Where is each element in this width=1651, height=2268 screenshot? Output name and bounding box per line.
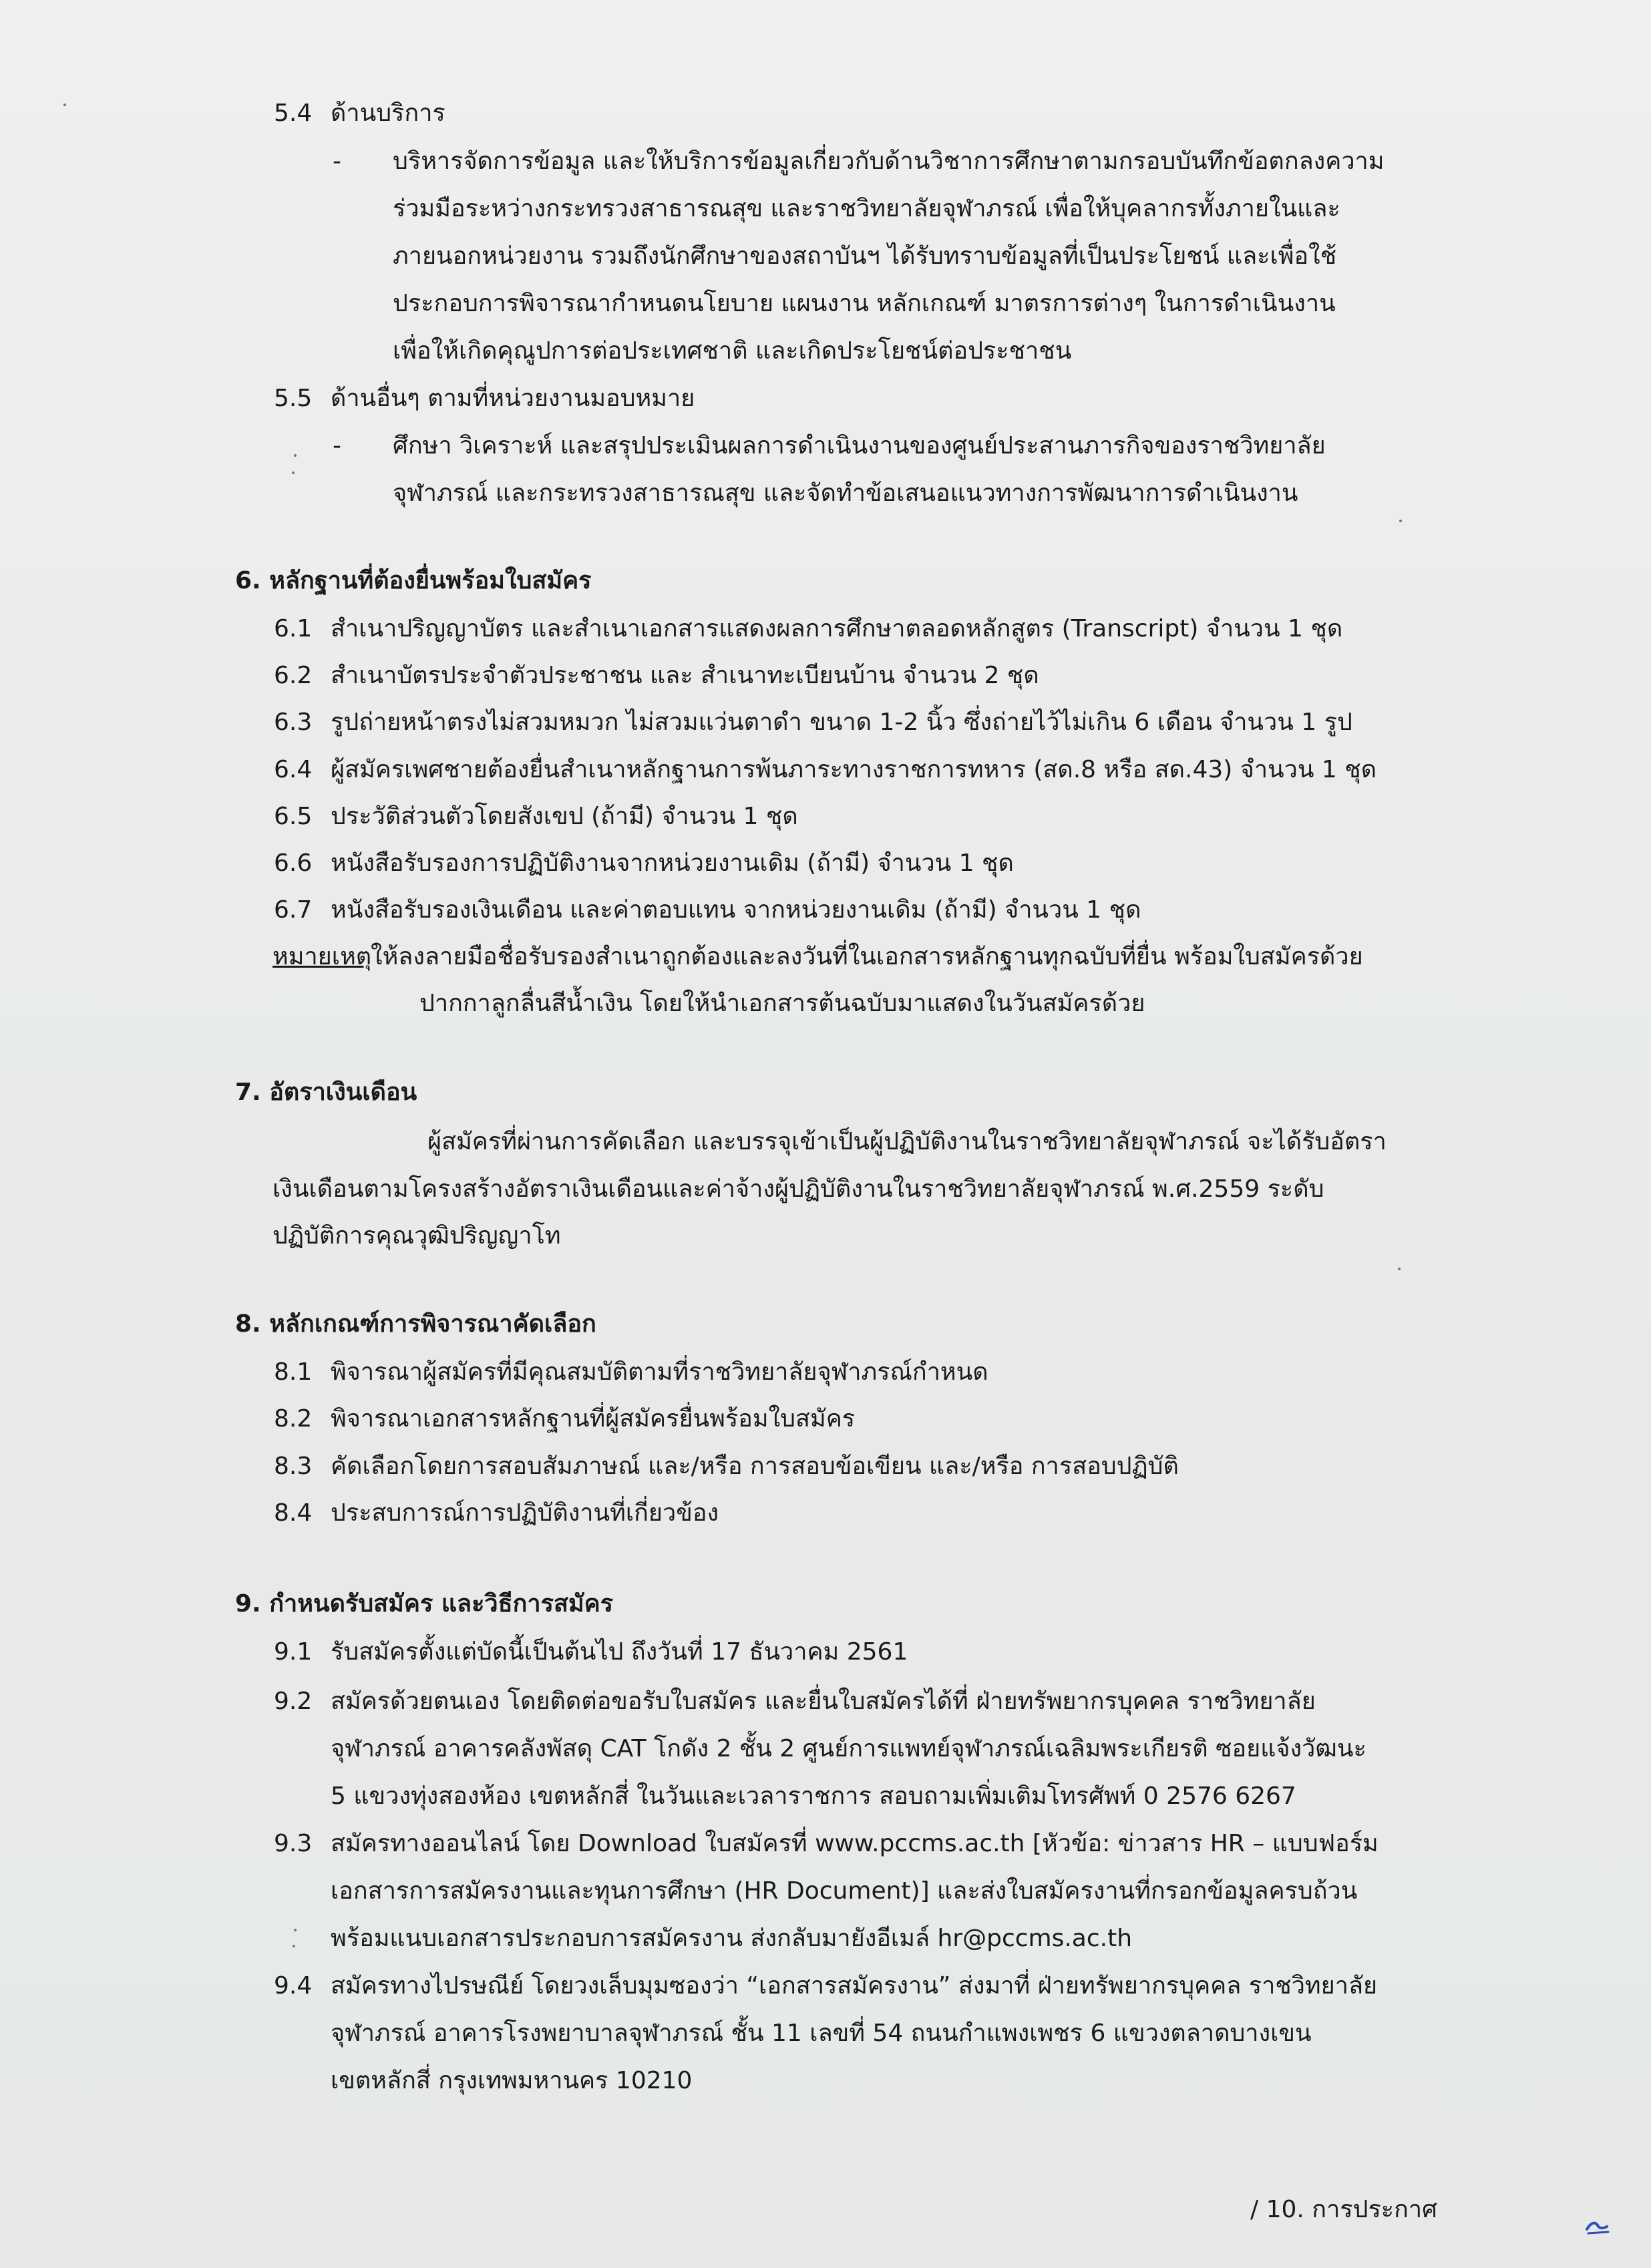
section-5-4-text-line: ร่วมมือระหว่างกระทรวงสาธารณสุข และราชวิทยาลัยจุฬาภรณ์ เพื่อให้บุคลากรทั้งภายในและ [393,195,1340,222]
section-9-item-text-line: เขตหลักสี่ กรุงเทพมหานคร 10210 [331,2067,693,2094]
section-9-item-text-line: 5 แขวงทุ่งสองห้อง เขตหลักสี่ ในวันและเวลาราชการ สอบถามเพิ่มเติมโทรศัพท์ 0 2576 6267 [331,1782,1296,1810]
note-text-line: ปากกาลูกลื่นสีน้ำเงิน โดยให้นำเอกสารต้นฉบับมาแสดงในวันสมัครด้วย [419,990,1145,1017]
section-7-text-line: เงินเดือนตามโครงสร้างอัตราเงินเดือนและค่าจ้างผู้ปฏิบัติงานในราชวิทยาลัยจุฬาภรณ์ พ.ศ.2559 ระดับ [272,1175,1324,1203]
section-9-item-text-line: สมัครทางออนไลน์ โดย Download ใบสมัครที่ www.pccms.ac.th [หัวข้อ: ข่าวสาร HR – แบบฟอร์ม [331,1830,1379,1857]
section-6-item-number: 6.2 [274,662,313,689]
scan-speck [293,1945,295,1947]
section-8-item-number: 8.3 [274,1453,313,1480]
section-5-4-text-line: บริหารจัดการข้อมูล และให้บริการข้อมูลเกี่ยวกับด้านวิชาการศึกษาตามกรอบบันทึกข้อตกลงความ [393,148,1385,175]
section-6-item-number: 6.7 [274,896,313,924]
section-8-title: 8. หลักเกณฑ์การพิจารณาคัดเลือก [235,1310,596,1338]
scan-speck [292,471,295,474]
section-9-item-number: 9.4 [274,1972,313,2000]
section-8-item-number: 8.2 [274,1405,313,1433]
section-5-5-bullet: - [333,432,341,459]
section-9-item-number: 9.2 [274,1688,313,1715]
section-8-item-number: 8.4 [274,1499,313,1527]
section-9-item-text-line: พร้อมแนบเอกสารประกอบการสมัครงาน ส่งกลับมายังอีเมล์ hr@pccms.ac.th [331,1925,1133,1952]
section-5-5-number: 5.5 [274,385,313,412]
section-6-item-number: 6.1 [274,615,313,642]
section-5-4-text-line: เพื่อให้เกิดคุณูปการต่อประเทศชาติ และเกิดประโยชน์ต่อประชาชน [393,337,1072,365]
section-9-title: 9. กำหนดรับสมัคร และวิธีการสมัคร [235,1590,614,1618]
section-9-item-number: 9.3 [274,1830,313,1857]
scan-speck [1398,1268,1401,1270]
section-8-item-text: ประสบการณ์การปฏิบัติงานที่เกี่ยวข้อง [331,1499,719,1527]
section-8-item-text: พิจารณาผู้สมัครที่มีคุณสมบัติตามที่ราชวิทยาลัยจุฬาภรณ์กำหนด [331,1358,988,1386]
section-6-title: 6. หลักฐานที่ต้องยื่นพร้อมใบสมัคร [235,567,592,594]
section-6-item-text: หนังสือรับรองการปฏิบัติงานจากหน่วยงานเดิม (ถ้ามี) จำนวน 1 ชุด [331,849,1014,877]
section-9-item-text-line: จุฬาภรณ์ อาคารโรงพยาบาลจุฬาภรณ์ ชั้น 11 เลขที่ 54 ถนนกำแพงเพชร 6 แขวงตลาดบางเขน [331,2020,1312,2047]
scan-speck [1399,520,1402,522]
scan-speck [294,1929,297,1931]
section-9-item-number: 9.1 [274,1638,313,1666]
section-8-item-text: พิจารณาเอกสารหลักฐานที่ผู้สมัครยื่นพร้อมใบสมัคร [331,1405,856,1433]
section-6-item-text: รูปถ่ายหน้าตรงไม่สวมหมวก ไม่สวมแว่นตาดำ ขนาด 1-2 นิ้ว ซึ่งถ่ายไว้ไม่เกิน 6 เดือน จำนวน 1 รูป [331,709,1352,736]
next-page-reference: / 10. การประกาศ [1250,2196,1438,2223]
section-9-item-text-line: จุฬาภรณ์ อาคารคลังพัสดุ CAT โกดัง 2 ชั้น 2 ศูนย์การแพทย์จุฬาภรณ์เฉลิมพระเกียรติ ซอยแจ้งวัฒนะ [331,1735,1366,1762]
section-5-5-heading: ด้านอื่นๆ ตามที่หน่วยงานมอบหมาย [331,385,695,412]
section-9-item-text-line: เอกสารการสมัครงานและทุนการศึกษา (HR Document)] และส่งใบสมัครงานที่กรอกข้อมูลครบถ้วน [331,1877,1358,1905]
section-5-5-text-line: จุฬาภรณ์ และกระทรวงสาธารณสุข และจัดทำข้อเสนอแนวทางการพัฒนาการดำเนินงาน [393,480,1298,507]
section-7-text-line: ผู้สมัครที่ผ่านการคัดเลือก และบรรจุเข้าเป็นผู้ปฏิบัติงานในราชวิทยาลัยจุฬาภรณ์ จะได้รับอัตรา [427,1128,1387,1155]
section-5-4-heading: ด้านบริการ [331,100,445,127]
section-7-text-line: ปฏิบัติการคุณวุฒิปริญญาโท [272,1222,561,1250]
section-9-item-text-line: สมัครทางไปรษณีย์ โดยวงเล็บมุมซองว่า “เอกสารสมัครงาน” ส่งมาที่ ฝ่ายทรัพยากรบุคคล ราชวิทยาลัย [331,1972,1378,2000]
section-8-item-text: คัดเลือกโดยการสอบสัมภาษณ์ และ/หรือ การสอบข้อเขียน และ/หรือ การสอบปฏิบัติ [331,1453,1179,1480]
section-6-item-number: 6.3 [274,709,313,736]
section-5-4-text-line: ภายนอกหน่วยงาน รวมถึงนักศึกษาของสถาบันฯ ได้รับทราบข้อมูลที่เป็นประโยชน์ และเพื่อใช้ [393,242,1337,270]
section-6-item-text: สำเนาบัตรประจำตัวประชาชน และ สำเนาทะเบียนบ้าน จำนวน 2 ชุด [331,662,1039,689]
handwritten-mark [1584,2216,1611,2236]
scan-speck [294,454,297,457]
scan-speck [63,104,66,106]
section-6-item-number: 6.4 [274,756,313,783]
section-5-4-bullet: - [333,148,341,175]
section-6-item-text: หนังสือรับรองเงินเดือน และค่าตอบแทน จากหน่วยงานเดิม (ถ้ามี) จำนวน 1 ชุด [331,896,1141,924]
section-7-title: 7. อัตราเงินเดือน [235,1079,417,1106]
section-6-item-number: 6.6 [274,849,313,877]
section-6-item-number: 6.5 [274,803,313,830]
section-8-item-number: 8.1 [274,1358,313,1386]
section-5-4-text-line: ประกอบการพิจารณากำหนดนโยบาย แผนงาน หลักเกณฑ์ มาตรการต่างๆ ในการดำเนินงาน [393,290,1336,317]
section-6-item-text: ผู้สมัครเพศชายต้องยื่นสำเนาหลักฐานการพ้นภาระทางราชการทหาร (สด.8 หรือ สด.43) จำนวน 1 ชุด [331,756,1377,783]
section-6-item-text: สำเนาปริญญาบัตร และสำเนาเอกสารแสดงผลการศึกษาตลอดหลักสูตร (Transcript) จำนวน 1 ชุด [331,615,1343,642]
section-9-item-text-line: สมัครด้วยตนเอง โดยติดต่อขอรับใบสมัคร และยื่นใบสมัครได้ที่ ฝ่ายทรัพยากรบุคคล ราชวิทยาลัย [331,1688,1316,1715]
section-6-item-text: ประวัติส่วนตัวโดยสังเขป (ถ้ามี) จำนวน 1 ชุด [331,803,798,830]
section-5-5-text-line: ศึกษา วิเคราะห์ และสรุปประเมินผลการดำเนินงานของศูนย์ประสานภารกิจของราชวิทยาลัย [393,432,1326,459]
section-9-item-text-line: รับสมัครตั้งแต่บัดนี้เป็นต้นไป ถึงวันที่ 17 ธันวาคม 2561 [331,1638,908,1666]
section-5-4-number: 5.4 [274,100,313,127]
note-text-line: ให้ลงลายมือชื่อรับรองสำเนาถูกต้องและลงวันที่ในเอกสารหลักฐานทุกฉบับที่ยื่น พร้อมใบสมัครด้วย [371,943,1363,970]
note-label: หมายเหตุ [272,943,372,970]
